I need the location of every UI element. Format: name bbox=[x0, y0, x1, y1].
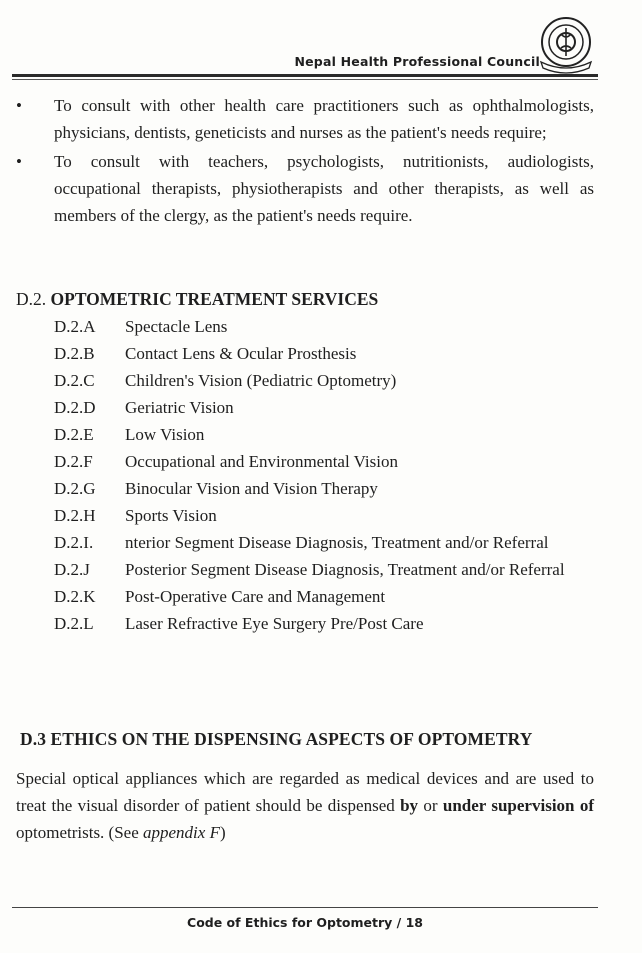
section-d3-heading: D.3 ETHICS ON THE DISPENSING ASPECTS OF OPTOMETRY bbox=[20, 729, 533, 749]
section-d2-heading bbox=[16, 287, 378, 311]
service-list bbox=[54, 313, 594, 637]
list-item bbox=[54, 313, 594, 340]
para-bold-by: by bbox=[400, 796, 419, 815]
item-text: Occupational and Environmental Vision bbox=[125, 452, 398, 471]
list-item bbox=[54, 421, 594, 448]
item-text: Geriatric Vision bbox=[125, 398, 234, 417]
header-title: Nepal Health Professional Council bbox=[294, 54, 540, 69]
item-code: D.2.L bbox=[54, 614, 94, 633]
item-text: Posterior Segment Disease Diagnosis, Treatment and/or Referral bbox=[125, 560, 565, 579]
item-text: Spectacle Lens bbox=[125, 317, 228, 336]
para-text: optometrists. (See bbox=[16, 823, 139, 842]
list-item bbox=[54, 448, 594, 475]
bullet-text: To consult with other health care practitioners such as ophthalmologists, physicians, dentists, geneticists and nurses as the patient's needs require; bbox=[54, 96, 594, 142]
item-code: D.2.K bbox=[54, 587, 96, 606]
appendix-reference: appendix F bbox=[143, 823, 220, 842]
bullet-item bbox=[14, 148, 594, 229]
item-code: D.2.I. bbox=[54, 533, 94, 552]
bullet-dot-icon: • bbox=[16, 96, 22, 115]
para-bold-supervision: under supervision of bbox=[442, 796, 594, 815]
list-item bbox=[54, 394, 594, 421]
page-footer: Code of Ethics for Optometry / 18 bbox=[187, 915, 423, 930]
item-code: D.2.H bbox=[54, 506, 96, 525]
item-code: D.2.A bbox=[54, 317, 96, 336]
header-rule-thin bbox=[12, 79, 598, 80]
council-seal-icon bbox=[537, 16, 595, 74]
list-item bbox=[54, 610, 594, 637]
bullet-dot-icon: • bbox=[16, 152, 22, 171]
dispensing-paragraph bbox=[16, 765, 594, 846]
list-item bbox=[54, 583, 594, 610]
item-code: D.2.G bbox=[54, 479, 96, 498]
item-code: D.2.F bbox=[54, 452, 93, 471]
item-text: nterior Segment Disease Diagnosis, Treatment and/or Referral bbox=[125, 533, 549, 552]
list-item bbox=[54, 556, 594, 583]
item-code: D.2.B bbox=[54, 344, 95, 363]
item-text: Low Vision bbox=[125, 425, 205, 444]
item-text: Children's Vision (Pediatric Optometry) bbox=[125, 371, 397, 390]
para-text: Special optical appliances which are regarded as medical devices and are used to treat the visual disorder of patient should be dispensed bbox=[16, 769, 594, 815]
para-text: ) bbox=[219, 823, 226, 842]
item-text: Laser Refractive Eye Surgery Pre/Post Care bbox=[125, 614, 424, 633]
list-item bbox=[54, 502, 594, 529]
para-text: or bbox=[423, 796, 438, 815]
item-text: Contact Lens & Ocular Prosthesis bbox=[125, 344, 357, 363]
section-title: OPTOMETRIC TREATMENT SERVICES bbox=[50, 289, 379, 309]
item-code: D.2.D bbox=[54, 398, 96, 417]
list-item bbox=[54, 367, 594, 394]
item-code: D.2.C bbox=[54, 371, 95, 390]
item-code: D.2.J bbox=[54, 560, 90, 579]
list-item bbox=[54, 475, 594, 502]
item-code: D.2.E bbox=[54, 425, 94, 444]
bullet-text: To consult with teachers, psychologists, nutritionists, audiologists, occupational therapists, physiotherapists and other therapists, as well as members of the clergy, as the patient's needs require. bbox=[54, 152, 594, 225]
bullet-item bbox=[14, 92, 594, 146]
item-text: Binocular Vision and Vision Therapy bbox=[125, 479, 378, 498]
item-text: Sports Vision bbox=[125, 506, 217, 525]
header-rule bbox=[12, 74, 598, 77]
item-text: Post-Operative Care and Management bbox=[125, 587, 386, 606]
section-code: D.2. bbox=[16, 289, 47, 309]
list-item bbox=[54, 529, 594, 556]
list-item bbox=[54, 340, 594, 367]
footer-rule bbox=[12, 907, 598, 908]
bullet-list bbox=[14, 92, 594, 231]
